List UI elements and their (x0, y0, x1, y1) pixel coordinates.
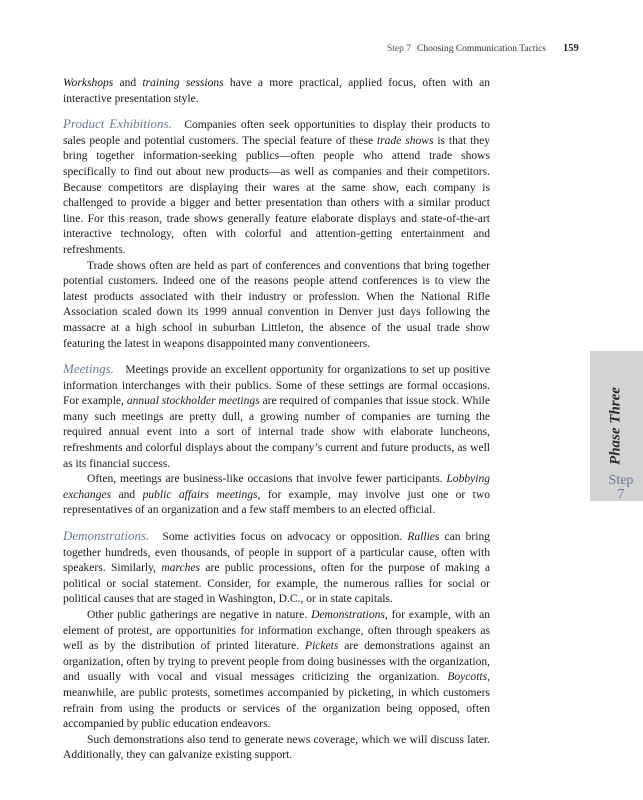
italic-term: training sessions (142, 77, 224, 89)
italic-term: annual stockholder meetings (126, 395, 260, 408)
text-run: Often, meetings are business-like occasions that involve fewer participants. (87, 473, 447, 486)
body-text (63, 76, 490, 764)
step-word: Step (608, 473, 634, 488)
page-number: 159 (563, 43, 579, 54)
running-head (387, 42, 546, 56)
section-demonstrations (63, 528, 490, 608)
section-heading: Product Exhibitions. (63, 116, 172, 132)
paragraph: Such demonstrations also tend to generate news coverage, which we will discuss later. Additionally, they can galvanize existing support. (63, 733, 490, 762)
italic-term: Demonstrations, (311, 609, 388, 621)
text-run: and (111, 488, 143, 501)
text-run: meanwhile, are public protests, sometimes accompanied by picketing, in which customers refrain from using the products or services of the organization being opposed, often accompanied by public education endeavors. (63, 686, 490, 731)
section-product-exhibitions (63, 116, 490, 258)
paragraph: Trade shows often are held as part of conferences and conventions that bring together potential customers. Indeed one of the reasons people attend conferences is to view the latest products associated with their industry or profession. When the National Rifle Association scaled down its 1999 annual convention in Denver just days following the massacre at a high school in suburban Littleton, the absence of the usual trade show featuring the latest in weapons disappointed many conventioneers. (63, 259, 490, 350)
text-run: have a more practical, applied focus, often with an interactive presentation style. (63, 77, 491, 105)
running-head-title: Choosing Communication Tactics (417, 44, 546, 54)
italic-term: Boycotts, (447, 671, 490, 684)
italic-term: Rallies (407, 531, 440, 544)
text-run: for example, with an element of protest, are opportunities for information exchange, often through speakers as well as by the distribution of printed literature. (63, 609, 491, 653)
section-heading: Meetings. (63, 361, 114, 377)
paragraph (63, 472, 490, 519)
running-header (0, 42, 643, 56)
text-run: Companies often seek opportunities to display their products to sales people and potential customers. The special feature of these (63, 119, 491, 147)
step-number: 7 (617, 487, 625, 502)
step-label (603, 474, 639, 502)
italic-term: Pickets (305, 640, 339, 653)
running-head-step: Step 7 (387, 44, 412, 54)
paragraph (63, 76, 490, 107)
text-run: Some activities focus on advocacy or opposition. (157, 531, 408, 544)
italic-term: trade shows (376, 134, 434, 147)
text-run: Other public gatherings are negative in nature. (87, 609, 312, 621)
text-run: and (113, 77, 143, 89)
italic-term: Lobbying exchanges (63, 473, 490, 501)
text-run: for example, may involve just one or two representatives of an organization and a few staff members to an elected official. (63, 488, 491, 517)
italic-term: public affairs meetings, (142, 488, 261, 501)
text-run: are demonstrations against an organization, often by trying to prevent people from doing businesses with the organization, and usually with vocal and visual messages criticizing the organization. (63, 640, 490, 684)
section-heading: Demonstrations. (63, 528, 150, 544)
text-run: Meetings provide an excellent opportunity for organizations to set up positive information interchanges with their publics. Some of these settings are formal occasions. For example, (63, 364, 490, 408)
text-run: are public processions, often for the purpose of making a political or social statement. Consider, for example, the numerous rallies for social or political causes that are staged in Washington, D.C., or in state capitals. (63, 562, 490, 606)
text-run: is that they bring together information-seeking publics—often people who attend trade shows specifically to find out about new products—as well as companies and their competitors. Because competitors are displaying their wares at the same show, each company is challenged to provide a bigger and better presentation than others with a similar product line. For this reason, trade shows generally feature elaborate displays and state-of-the-art interactive technology, often with colorful and attention-getting entertainment and refreshments. (63, 134, 490, 256)
italic-term: Workshops (63, 77, 114, 89)
text-run: are required of companies that issue stock. While many such meetings are pretty dull, a growing number of companies are turning the required annual event into a sort of internal trade show with elaborate luncheons, refreshments and colorful displays about the company’s current and future products, as well as its financial success. (63, 395, 490, 470)
italic-term: marches (161, 562, 201, 575)
section-meetings (63, 361, 490, 472)
paragraph (63, 608, 490, 733)
text-run: can bring together hundreds, even thousands, of people in support of a particular cause, often with speakers. Similarly, (63, 531, 490, 575)
phase-label: Phase Three (607, 387, 624, 465)
